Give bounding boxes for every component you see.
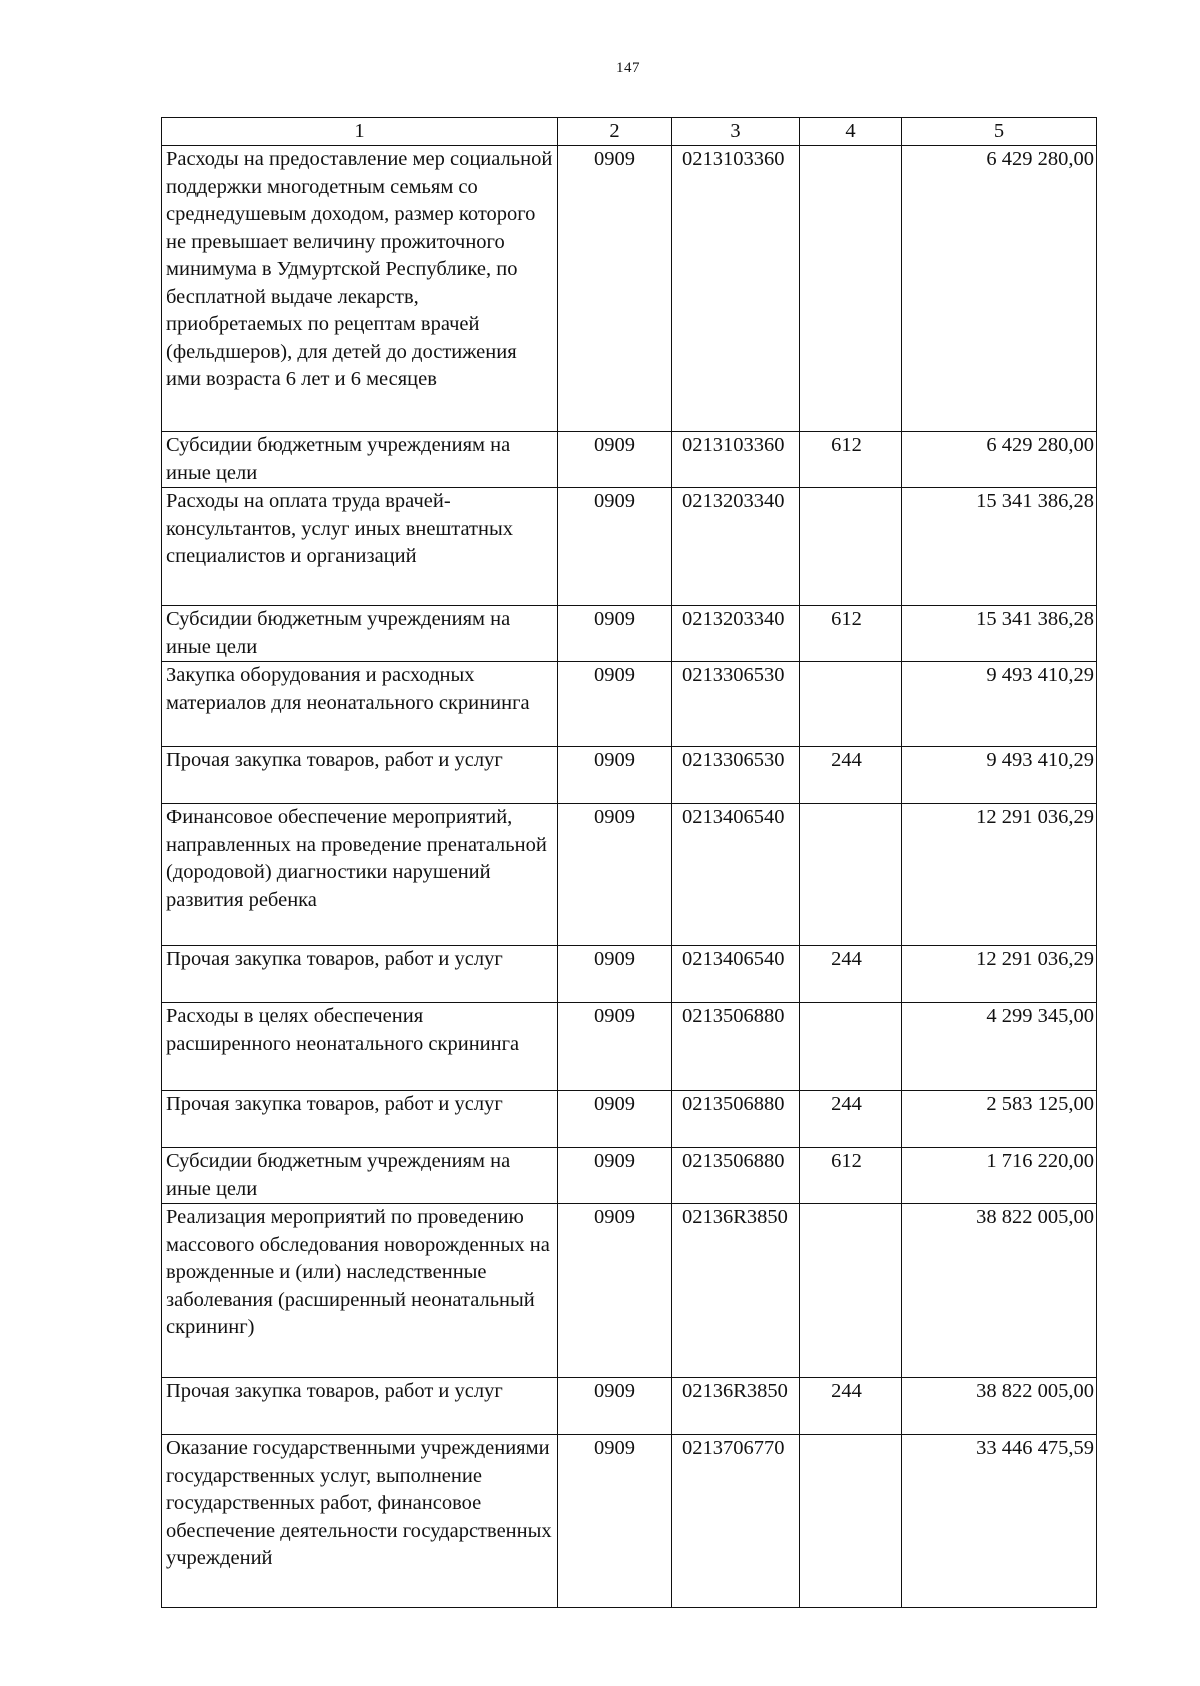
- expense-name: Прочая закупка товаров, работ и услуг: [162, 747, 558, 804]
- expense-name: Расходы на предоставление мер социальной поддержки многодетным семьям со среднедушевым доходом, размер которого не превышает величину прожиточного минимума в Удмуртской Республике, по бесплатной выдаче лекарств, приобретаемых по рецептам врачей (фельдшеров), для детей до достижения ими возраста 6 лет и 6 месяцев: [162, 146, 558, 432]
- amount: 12 291 036,29: [902, 946, 1097, 1003]
- column-header: 5: [902, 118, 1097, 146]
- target-code: 0213306530: [672, 662, 800, 747]
- target-code: 02136R3850: [672, 1378, 800, 1435]
- budget-table: [161, 117, 1097, 1608]
- target-code: 0213103360: [672, 432, 800, 488]
- table-row: [162, 662, 1097, 747]
- expense-name: Субсидии бюджетным учреждениям на иные цели: [162, 606, 558, 662]
- section-code: 0909: [558, 946, 672, 1003]
- table-row: [162, 1204, 1097, 1378]
- expense-name: Субсидии бюджетным учреждениям на иные цели: [162, 1148, 558, 1204]
- expense-name: Прочая закупка товаров, работ и услуг: [162, 946, 558, 1003]
- expense-name: Закупка оборудования и расходных материалов для неонатального скрининга: [162, 662, 558, 747]
- expense-type: [800, 1003, 902, 1091]
- expense-type: [800, 1435, 902, 1608]
- expense-type: 612: [800, 606, 902, 662]
- table-row: [162, 747, 1097, 804]
- expense-type: 244: [800, 1378, 902, 1435]
- table-row: [162, 488, 1097, 606]
- expense-type: 244: [800, 747, 902, 804]
- table-row: [162, 1148, 1097, 1204]
- table-row: [162, 804, 1097, 946]
- expense-name: Расходы в целях обеспечения расширенного неонатального скрининга: [162, 1003, 558, 1091]
- target-code: 02136R3850: [672, 1204, 800, 1378]
- section-code: 0909: [558, 747, 672, 804]
- amount: 38 822 005,00: [902, 1378, 1097, 1435]
- column-header: 2: [558, 118, 672, 146]
- amount: 9 493 410,29: [902, 747, 1097, 804]
- expense-type: [800, 1204, 902, 1378]
- expense-type: [800, 662, 902, 747]
- table-header-row: [162, 118, 1097, 146]
- table-row: [162, 1091, 1097, 1148]
- expense-name: Прочая закупка товаров, работ и услуг: [162, 1091, 558, 1148]
- section-code: 0909: [558, 662, 672, 747]
- expense-type: [800, 488, 902, 606]
- target-code: 0213506880: [672, 1148, 800, 1204]
- amount: 9 493 410,29: [902, 662, 1097, 747]
- amount: 15 341 386,28: [902, 488, 1097, 606]
- expense-name: Реализация мероприятий по проведению массового обследования новорожденных на врожденные и (или) наследственные заболевания (расширенный неонатальный скрининг): [162, 1204, 558, 1378]
- section-code: 0909: [558, 1378, 672, 1435]
- table-row: [162, 1378, 1097, 1435]
- table-row: [162, 946, 1097, 1003]
- expense-name: Прочая закупка товаров, работ и услуг: [162, 1378, 558, 1435]
- target-code: 0213506880: [672, 1091, 800, 1148]
- section-code: 0909: [558, 606, 672, 662]
- amount: 4 299 345,00: [902, 1003, 1097, 1091]
- column-header: 4: [800, 118, 902, 146]
- table-row: [162, 1003, 1097, 1091]
- section-code: 0909: [558, 1435, 672, 1608]
- table-row: [162, 606, 1097, 662]
- amount: 12 291 036,29: [902, 804, 1097, 946]
- target-code: 0213306530: [672, 747, 800, 804]
- target-code: 0213506880: [672, 1003, 800, 1091]
- expense-name: Субсидии бюджетным учреждениям на иные цели: [162, 432, 558, 488]
- section-code: 0909: [558, 432, 672, 488]
- section-code: 0909: [558, 488, 672, 606]
- table-row: [162, 1435, 1097, 1608]
- amount: 6 429 280,00: [902, 146, 1097, 432]
- page-number: 147: [616, 60, 640, 76]
- section-code: 0909: [558, 1091, 672, 1148]
- section-code: 0909: [558, 1204, 672, 1378]
- target-code: 0213406540: [672, 804, 800, 946]
- section-code: 0909: [558, 146, 672, 432]
- section-code: 0909: [558, 1003, 672, 1091]
- target-code: 0213706770: [672, 1435, 800, 1608]
- section-code: 0909: [558, 804, 672, 946]
- expense-name: Финансовое обеспечение мероприятий, направленных на проведение пренатальной (дородовой) диагностики нарушений развития ребенка: [162, 804, 558, 946]
- expense-name: Расходы на оплата труда врачей-консультантов, услуг иных внештатных специалистов и организаций: [162, 488, 558, 606]
- amount: 1 716 220,00: [902, 1148, 1097, 1204]
- expense-type: 612: [800, 432, 902, 488]
- amount: 6 429 280,00: [902, 432, 1097, 488]
- column-header: 1: [162, 118, 558, 146]
- expense-type: 244: [800, 1091, 902, 1148]
- amount: 33 446 475,59: [902, 1435, 1097, 1608]
- target-code: 0213406540: [672, 946, 800, 1003]
- target-code: 0213203340: [672, 488, 800, 606]
- expense-type: [800, 146, 902, 432]
- column-header: 3: [672, 118, 800, 146]
- section-code: 0909: [558, 1148, 672, 1204]
- expense-type: [800, 804, 902, 946]
- expense-type: 612: [800, 1148, 902, 1204]
- table-row: [162, 432, 1097, 488]
- amount: 15 341 386,28: [902, 606, 1097, 662]
- amount: 38 822 005,00: [902, 1204, 1097, 1378]
- table-row: [162, 146, 1097, 432]
- expense-name: Оказание государственными учреждениями государственных услуг, выполнение государственных работ, финансовое обеспечение деятельности государственных учреждений: [162, 1435, 558, 1608]
- target-code: 0213103360: [672, 146, 800, 432]
- amount: 2 583 125,00: [902, 1091, 1097, 1148]
- expense-type: 244: [800, 946, 902, 1003]
- target-code: 0213203340: [672, 606, 800, 662]
